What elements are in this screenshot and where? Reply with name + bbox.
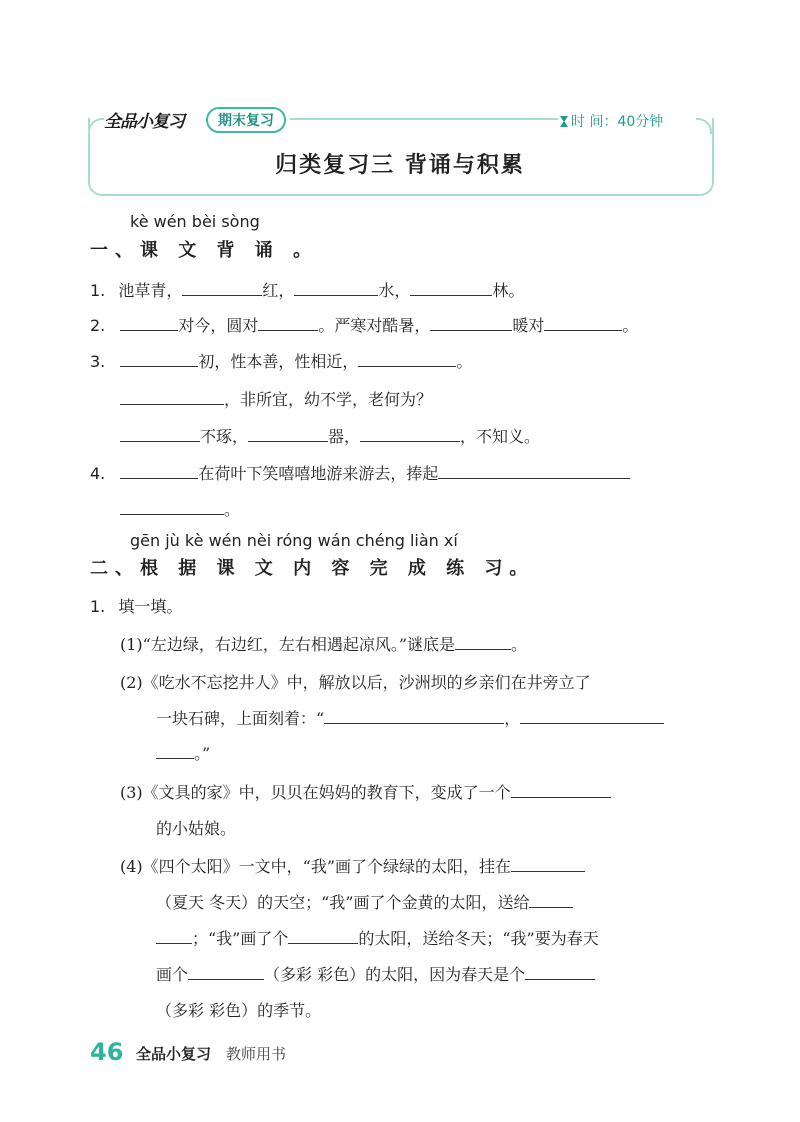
- footer-subtitle: 教师用书: [226, 1045, 287, 1063]
- fill-item-4-line2: （夏天 冬天）的天空；“我”画了个金黄的太阳，送给: [156, 890, 573, 913]
- review-badge: 期末复习: [206, 107, 286, 133]
- answer-blank[interactable]: [410, 279, 492, 296]
- question-3-line2: ，非所宜，幼不学，老何为？: [120, 387, 432, 410]
- question-4-line2: 。: [120, 497, 240, 520]
- answer-blank[interactable]: [525, 963, 595, 980]
- fill-item-3-line2: 的小姑娘。: [156, 819, 237, 838]
- question-3-line3: 不琢， 器， ，不知义。: [120, 424, 540, 447]
- answer-blank[interactable]: [120, 314, 178, 331]
- page-title: 归类复习三 背诵与积累: [275, 152, 525, 178]
- footer-brand: 全品小复习: [136, 1045, 212, 1063]
- fill-item-1: (1)“左边绿，右边红，左右相遇起凉风。”谜底是 。: [120, 635, 528, 654]
- section1-heading: 一、课 文 背 诵 。: [90, 240, 319, 261]
- fill-item-4-line3: ；“我”画了个 的太阳，送给冬天；“我”要为春天: [156, 926, 599, 949]
- answer-blank[interactable]: [156, 742, 194, 759]
- answer-blank[interactable]: [188, 963, 264, 980]
- answer-blank[interactable]: [544, 314, 622, 331]
- section2-heading: 二、根 据 课 文 内 容 完 成 练 习。: [90, 558, 535, 579]
- answer-blank[interactable]: [438, 462, 630, 479]
- answer-blank[interactable]: [511, 855, 585, 872]
- answer-blank[interactable]: [182, 279, 262, 296]
- question-3: 3. 初，性本善，性相近， 。: [90, 352, 473, 371]
- answer-blank[interactable]: [529, 891, 573, 908]
- answer-blank[interactable]: [288, 927, 358, 944]
- fill-item-2: (2)《吃水不忘挖井人》中，解放以后，沙洲坝的乡亲们在井旁立了: [120, 673, 591, 692]
- brand-logo: 全品小复习: [104, 112, 184, 132]
- answer-blank[interactable]: [358, 350, 456, 367]
- answer-blank[interactable]: [294, 279, 378, 296]
- hourglass-icon: [560, 116, 568, 127]
- answer-blank[interactable]: [120, 462, 198, 479]
- fill-item-4: (4)《四个太阳》一文中，“我”画了个绿绿的太阳，挂在: [120, 854, 585, 877]
- fill-item-4-line5: （多彩 彩色）的季节。: [156, 1001, 322, 1020]
- fill-item-2-line3: 。”: [156, 741, 210, 764]
- section1-pinyin: kè wén bèi sòng: [130, 212, 260, 231]
- answer-blank[interactable]: [520, 707, 664, 724]
- section2-q1: 1. 填一填。: [90, 597, 183, 616]
- time-label: [560, 111, 663, 131]
- answer-blank[interactable]: [258, 314, 318, 331]
- fill-item-2-line2: 一块石碑，上面刻着：“ ，: [156, 706, 664, 729]
- question-2: 2. 对今，圆对 。严寒对酷暑， 暖对 。: [90, 316, 639, 335]
- answer-blank[interactable]: [120, 498, 224, 515]
- answer-blank[interactable]: [120, 350, 198, 367]
- page-number: 46: [90, 1038, 124, 1066]
- answer-blank[interactable]: [248, 425, 328, 442]
- answer-blank[interactable]: [324, 707, 504, 724]
- section2-pinyin: gēn jù kè wén nèi róng wán chéng liàn xí: [130, 531, 458, 550]
- answer-blank[interactable]: [120, 425, 200, 442]
- fill-item-3: (3)《文具的家》中，贝贝在妈妈的教育下，变成了一个: [120, 780, 611, 803]
- answer-blank[interactable]: [511, 781, 611, 798]
- time-text: 时 间：40分钟: [571, 114, 664, 130]
- answer-blank[interactable]: [120, 388, 224, 405]
- answer-blank[interactable]: [430, 314, 512, 331]
- question-4: 4. 在荷叶下笑嘻嘻地游来游去，捧起: [90, 461, 630, 484]
- fill-item-4-line4: 画个 （多彩 彩色）的太阳，因为春天是个: [156, 962, 595, 985]
- answer-blank[interactable]: [455, 633, 511, 650]
- question-1: 1. 池草青， 红， 水， 林。: [90, 281, 525, 300]
- answer-blank[interactable]: [360, 425, 460, 442]
- answer-blank[interactable]: [156, 927, 192, 944]
